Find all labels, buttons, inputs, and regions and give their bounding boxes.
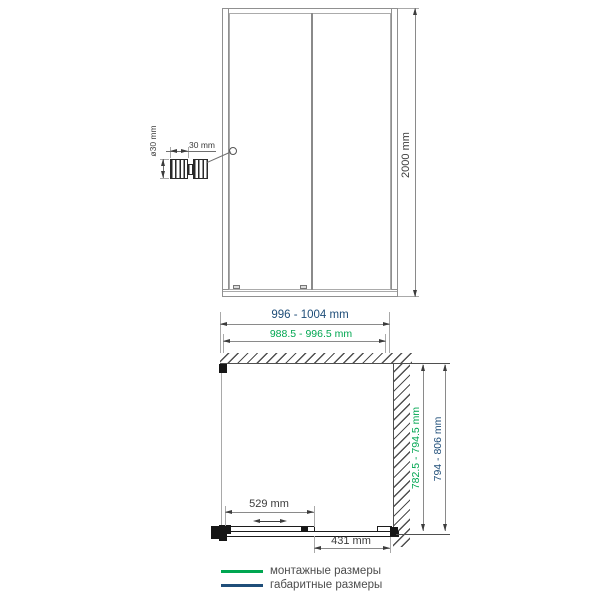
dimension-line-529 xyxy=(225,512,314,513)
arrowhead xyxy=(383,322,390,326)
legend-overall-line xyxy=(221,584,263,587)
overall-width-label: 996 - 1004 mm xyxy=(271,309,349,321)
legend-overall-label: габаритные размеры xyxy=(270,579,383,591)
left-profile-plan-line xyxy=(221,373,222,527)
wall-profile-top-block xyxy=(219,364,227,373)
fixed-panel-width-label: 431 mm xyxy=(331,535,371,547)
handle-knob-left-block xyxy=(170,159,188,179)
arrowhead xyxy=(413,290,417,297)
height-dimension-label: 2000 mm xyxy=(400,132,412,178)
handle-knob-plan xyxy=(219,525,231,534)
handle-knob-right-block xyxy=(193,159,208,179)
roller-left xyxy=(233,285,240,289)
dimension-line-overall-width xyxy=(220,324,390,325)
arrowhead xyxy=(220,322,227,326)
arrowhead xyxy=(413,8,417,15)
extension-line xyxy=(390,537,391,553)
arrowhead xyxy=(314,546,321,550)
dimension-line-overall-depth xyxy=(445,365,446,531)
extension-line xyxy=(160,178,169,179)
overall-depth-label: 794 - 806 mm xyxy=(432,416,444,482)
arrowhead xyxy=(421,364,425,371)
arrowhead xyxy=(223,339,230,343)
arrowhead xyxy=(161,171,165,178)
extension-line xyxy=(396,534,450,535)
arrowhead xyxy=(161,159,165,166)
dimension-line-mounting-depth xyxy=(423,365,424,531)
arrowhead xyxy=(307,510,314,514)
dimension-line-2000 xyxy=(415,8,416,297)
back-wall-hatch xyxy=(220,353,412,363)
legend-mounting-line xyxy=(221,570,263,573)
handle-diameter-label: ø30 mm xyxy=(148,125,158,157)
arrowhead xyxy=(443,524,447,531)
handle-knob-plan xyxy=(211,526,219,539)
slide-arrow-left-icon xyxy=(253,519,260,523)
dimension-line-mounting-width xyxy=(223,341,386,342)
sliding-panel-width-label: 529 mm xyxy=(249,498,289,510)
arrowhead xyxy=(170,149,177,153)
dimension-line-431 xyxy=(314,548,390,549)
extension-line xyxy=(314,506,315,527)
arrowhead xyxy=(421,524,425,531)
mounting-width-label: 988.5 - 996.5 mm xyxy=(269,328,353,340)
glass-panel-divider xyxy=(311,13,313,290)
glass-panels-outline xyxy=(229,13,391,290)
arrowhead xyxy=(181,149,188,153)
handle-width-label: 30 mm xyxy=(189,140,215,150)
roller-right xyxy=(300,285,307,289)
door-right-profile xyxy=(391,8,398,297)
mounting-depth-label: 782.5 - 794.5 mm xyxy=(410,406,422,490)
panel-roller-block xyxy=(301,527,308,532)
legend-mounting-label: монтажные размеры xyxy=(270,565,381,577)
side-wall-hatch xyxy=(393,364,410,547)
wall-profile-bottom-block xyxy=(219,534,227,541)
side-wall-face-line xyxy=(393,364,394,531)
slide-arrow-line xyxy=(258,521,282,522)
bottom-profile-inner-line xyxy=(223,291,397,292)
arrowhead xyxy=(443,364,447,371)
back-wall-face-line xyxy=(220,363,450,364)
arrowhead xyxy=(383,546,390,550)
extension-line xyxy=(314,536,315,553)
slide-arrow-right-icon xyxy=(280,519,287,523)
arrowhead xyxy=(225,510,232,514)
arrowhead xyxy=(379,339,386,343)
